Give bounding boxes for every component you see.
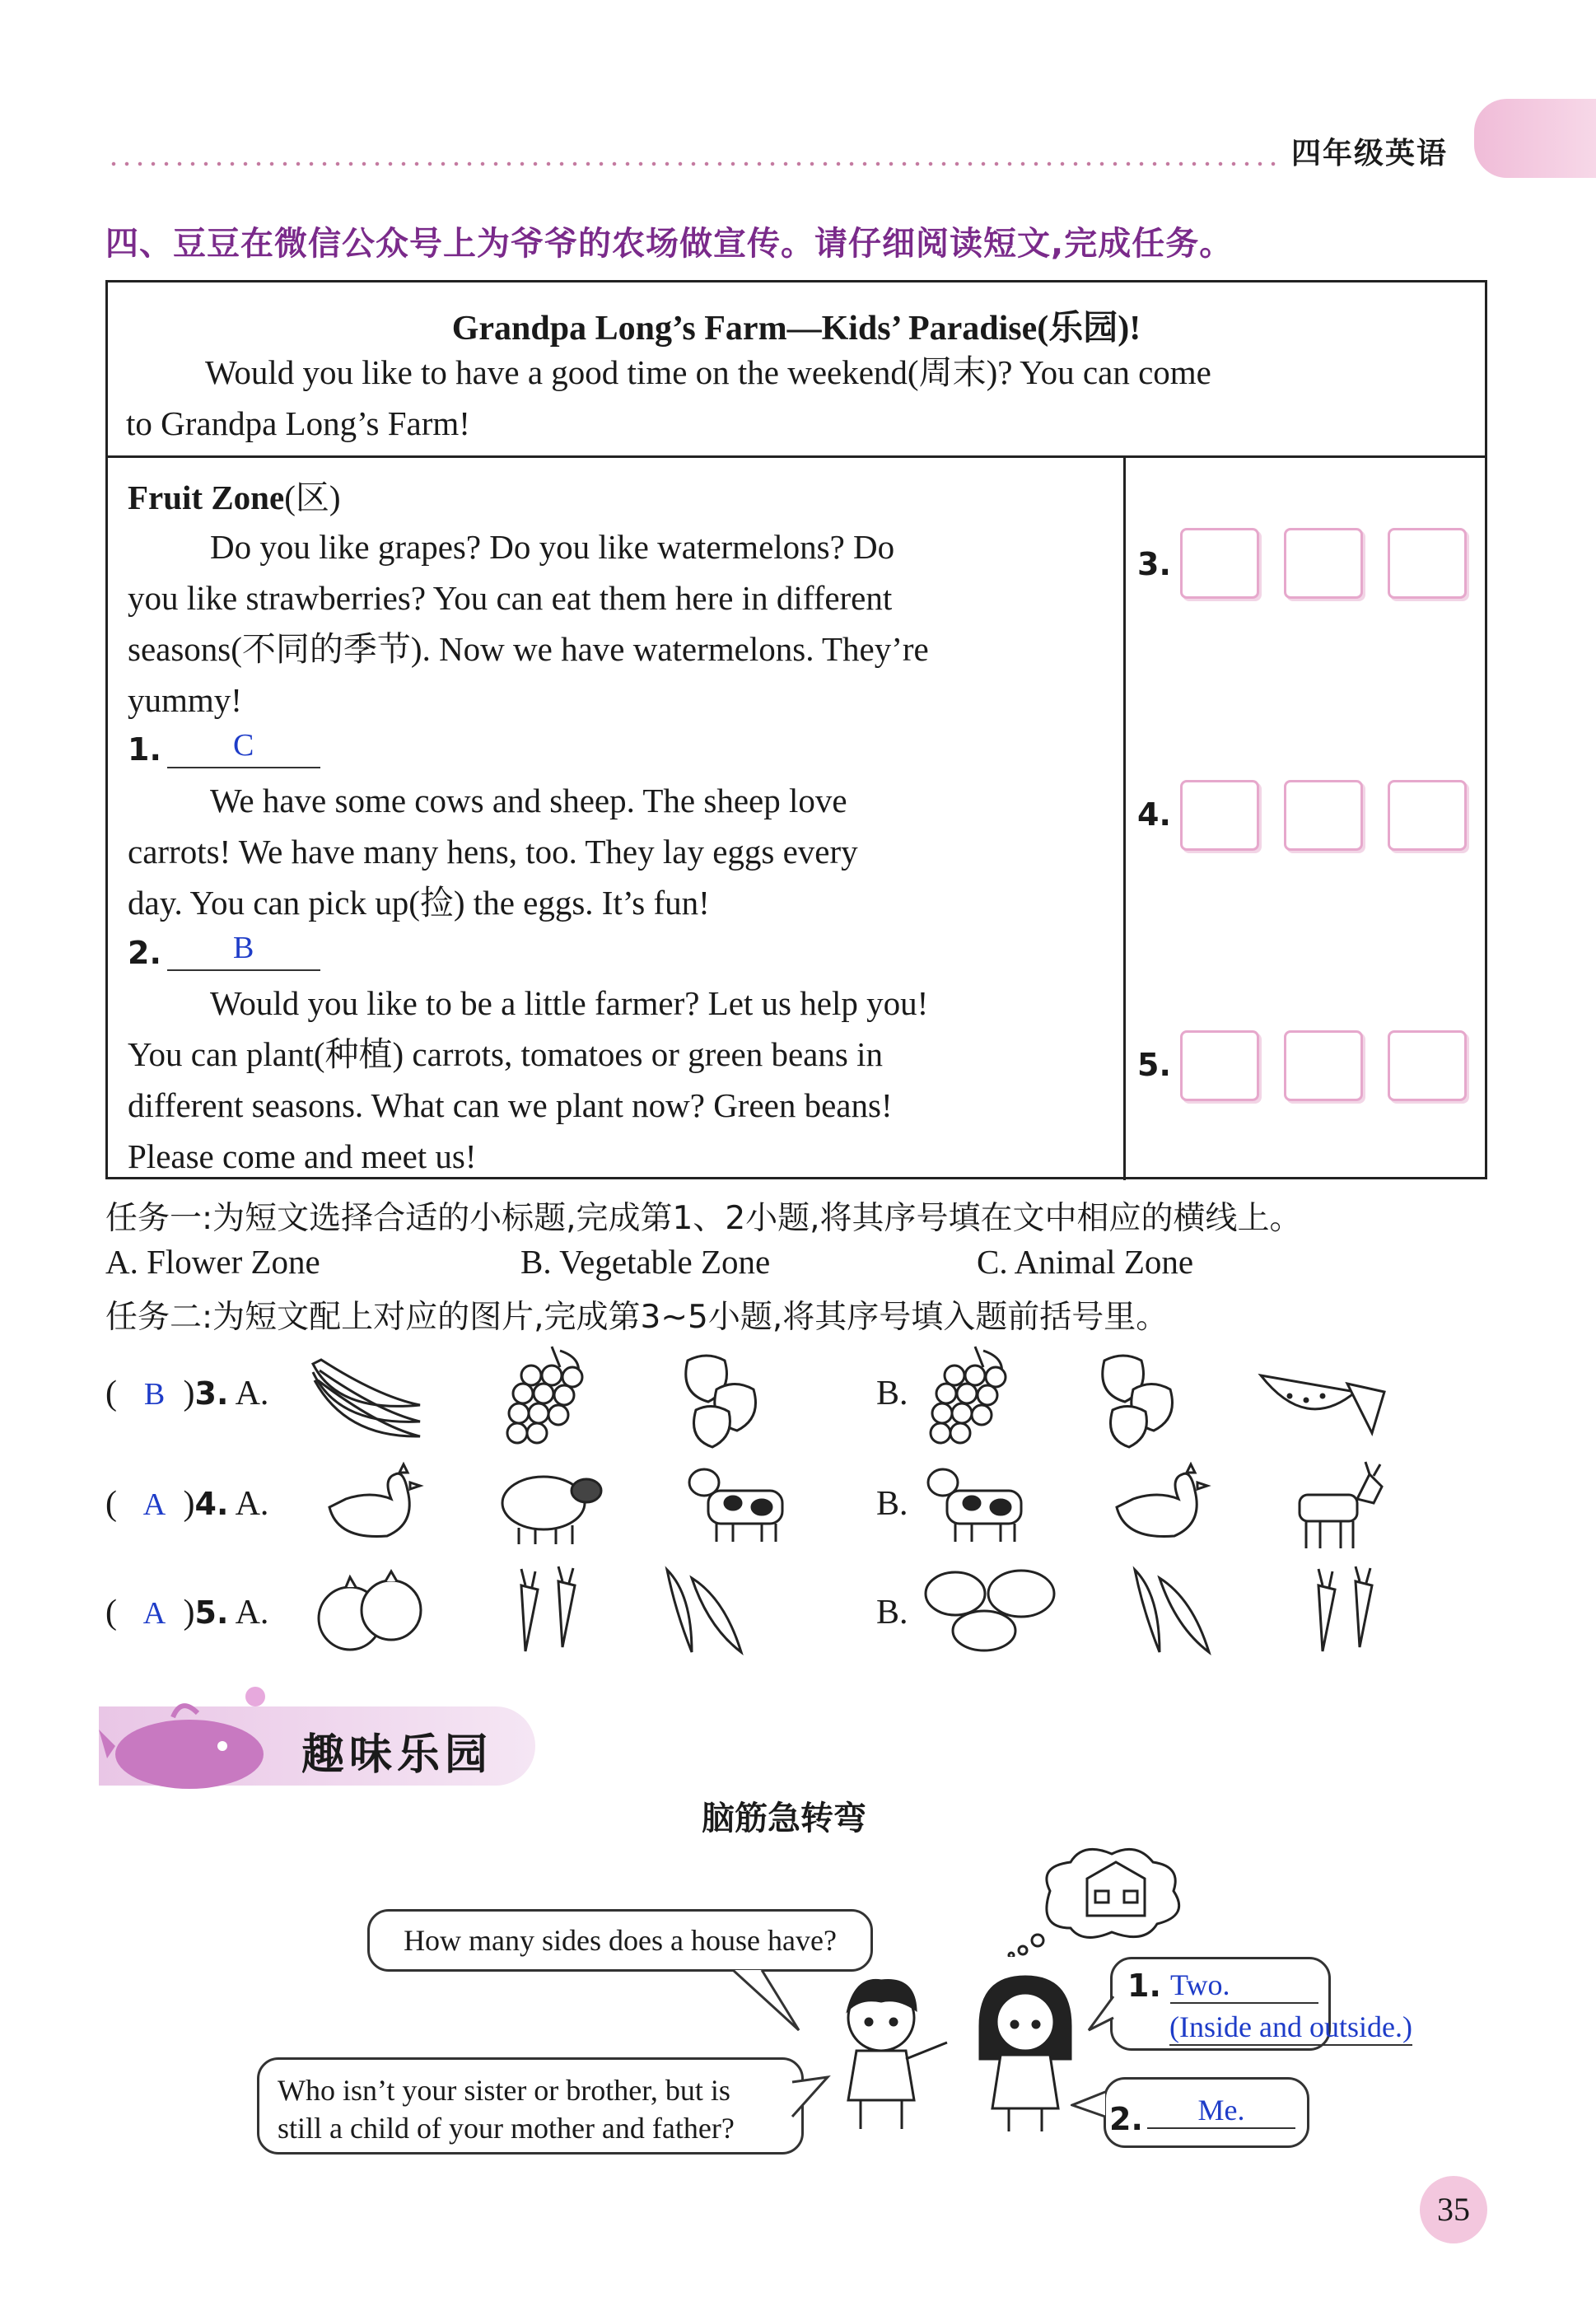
answer-bubble-2 — [1104, 2077, 1309, 2148]
watermelon-icon — [1257, 1359, 1388, 1441]
fun-subtitle: 脑筋急转弯 — [702, 1800, 866, 1837]
grapes-icon — [917, 1342, 1024, 1450]
option-c: C. Animal Zone — [977, 1243, 1194, 1281]
question-bubble-1 — [367, 1909, 873, 1972]
p2-line-3: day. You can pick up(捡) the eggs. It’s fun! — [128, 884, 710, 922]
page-number: 35 — [1420, 2176, 1487, 2243]
book-title: 四年级英语 — [1291, 137, 1449, 170]
q3-number: 3. — [194, 1375, 229, 1412]
p2-line-2: carrots! We have many hens, too. They lay eggs every — [128, 833, 858, 871]
question-2-line-1: Who isn’t your sister or brother, but is — [278, 2074, 730, 2107]
strawberries-icon — [675, 1344, 766, 1451]
table-divider-vertical — [1123, 455, 1126, 1180]
q3-option-b-label: B. — [876, 1375, 908, 1412]
question-2-line-2: still a child of your mother and father? — [278, 2112, 735, 2145]
potatoes-icon — [922, 1565, 1062, 1655]
box-label-3: 3. — [1137, 546, 1171, 582]
answer-1-line-1[interactable]: Two. — [1170, 1968, 1318, 2004]
picture-box[interactable] — [1388, 528, 1467, 599]
p3-line-4: Please come and meet us! — [128, 1137, 477, 1175]
option-b: B. Vegetable Zone — [520, 1243, 771, 1281]
picture-box[interactable] — [1284, 780, 1363, 851]
close-paren: ) — [183, 1485, 195, 1523]
q4-number: 4. — [194, 1486, 229, 1522]
passage-table — [105, 280, 1487, 1179]
picture-question-4 — [105, 1484, 268, 1524]
close-paren: ) — [183, 1375, 195, 1412]
question-1-text: How many sides does a house have? — [404, 1924, 837, 1957]
p1-line-2: you like strawberries? You can eat them here in different — [128, 579, 893, 617]
answer-2-number: 2. — [1109, 2101, 1143, 2137]
whale-icon — [99, 1680, 280, 1795]
open-paren: ( — [105, 1375, 117, 1412]
q1-answer: C — [233, 728, 254, 763]
bubble-tail-3 — [1087, 1993, 1115, 2043]
zone-title-en: Fruit Zone — [128, 479, 285, 516]
q3-answer[interactable]: B — [143, 1377, 166, 1412]
green-beans-icon — [1127, 1562, 1217, 1660]
bananas-icon — [305, 1347, 428, 1446]
picture-box[interactable] — [1388, 780, 1467, 851]
open-paren: ( — [105, 1594, 117, 1632]
zone-title-cn: (区) — [284, 479, 341, 516]
strawberries-icon — [1092, 1344, 1183, 1451]
picture-question-3 — [105, 1374, 268, 1413]
open-paren: ( — [105, 1485, 117, 1523]
option-a: A. Flower Zone — [105, 1243, 320, 1281]
bubble-tail-4 — [1071, 2089, 1107, 2122]
q1-blank[interactable] — [167, 727, 320, 768]
section-title: 四、豆豆在微信公众号上为爷爷的农场做宣传。请仔细阅读短文,完成任务。 — [105, 225, 1234, 263]
fun-banner-title: 趣味乐园 — [301, 1730, 493, 1780]
grapes-icon — [494, 1342, 601, 1450]
cow-icon — [684, 1458, 799, 1548]
q5-number: 5. — [194, 1594, 229, 1631]
p1-line-1: Do you like grapes? Do you like watermelons? Do — [210, 528, 895, 566]
carrots-icon — [501, 1565, 591, 1655]
picture-box[interactable] — [1284, 528, 1363, 599]
bubble-tail-2 — [791, 2075, 832, 2125]
fruit-zone-heading — [128, 470, 341, 519]
goat-icon — [1291, 1458, 1390, 1557]
q4-answer[interactable]: A — [142, 1487, 166, 1522]
carrots-icon — [1298, 1565, 1388, 1655]
task-2: 任务二:为短文配上对应的图片,完成第3~5小题,将其序号填入题前括号里。 — [105, 1299, 1169, 1336]
q2-blank[interactable] — [167, 930, 320, 971]
q4-option-b-label: B. — [876, 1485, 908, 1523]
table-divider-horizontal — [108, 455, 1485, 458]
intro-line-2: to Grandpa Long’s Farm! — [126, 404, 470, 442]
box-label-4: 4. — [1137, 796, 1171, 833]
boy-icon — [824, 1968, 972, 2133]
girl-icon — [964, 1968, 1087, 2133]
intro-line-1: Would you like to have a good time on the weekend(周末)? You can come — [205, 353, 1211, 391]
hen-icon — [1108, 1458, 1216, 1548]
picture-box[interactable] — [1180, 1030, 1259, 1101]
answer-2-text[interactable]: Me. — [1147, 2093, 1295, 2129]
passage-title: Grandpa Long’s Farm—Kids’ Paradise(乐园)! — [451, 310, 1141, 348]
cow-icon — [922, 1458, 1038, 1548]
question-bubble-2 — [257, 2057, 804, 2155]
header-dotted-line — [107, 161, 1276, 166]
q5-answer[interactable]: A — [142, 1596, 166, 1631]
p1-line-3: seasons(不同的季节). Now we have watermelons. They’re — [128, 630, 929, 668]
q3-option-a-label: A. — [235, 1375, 269, 1412]
picture-box[interactable] — [1284, 1030, 1363, 1101]
tomatoes-icon — [313, 1565, 428, 1655]
p2-line-1: We have some cows and sheep. The sheep love — [210, 782, 847, 819]
task-1: 任务一:为短文选择合适的小标题,完成第1、2小题,将其序号填在文中相应的横线上。 — [105, 1200, 1302, 1237]
p3-line-3: different seasons. What can we plant now? Green beans! — [128, 1086, 893, 1124]
q4-option-a-label: A. — [235, 1485, 269, 1523]
green-beans-icon — [659, 1562, 749, 1660]
picture-box[interactable] — [1180, 780, 1259, 851]
close-paren: ) — [183, 1594, 195, 1632]
picture-box[interactable] — [1180, 528, 1259, 599]
q2-answer: B — [233, 931, 254, 965]
p3-line-2: You can plant(种植) carrots, tomatoes or green beans in — [128, 1035, 883, 1073]
q5-option-b-label: B. — [876, 1594, 908, 1632]
picture-box[interactable] — [1388, 1030, 1467, 1101]
header-tab — [1474, 99, 1596, 178]
house-thought-icon — [1005, 1842, 1202, 1957]
picture-question-5 — [105, 1593, 268, 1632]
box-label-5: 5. — [1137, 1047, 1171, 1083]
p1-line-4: yummy! — [128, 681, 242, 719]
answer-1-number: 1. — [1127, 1968, 1161, 2004]
sheep-icon — [494, 1458, 609, 1548]
q2-number: 2. — [128, 935, 161, 971]
q1-number: 1. — [128, 731, 161, 768]
hen-icon — [321, 1458, 428, 1548]
q5-option-a-label: A. — [235, 1594, 269, 1632]
bubble-tail-1 — [725, 1968, 807, 2034]
answer-1-line-2[interactable]: (Inside and outside.) — [1169, 2010, 1412, 2046]
p3-line-1: Would you like to be a little farmer? Let us help you! — [210, 984, 929, 1022]
